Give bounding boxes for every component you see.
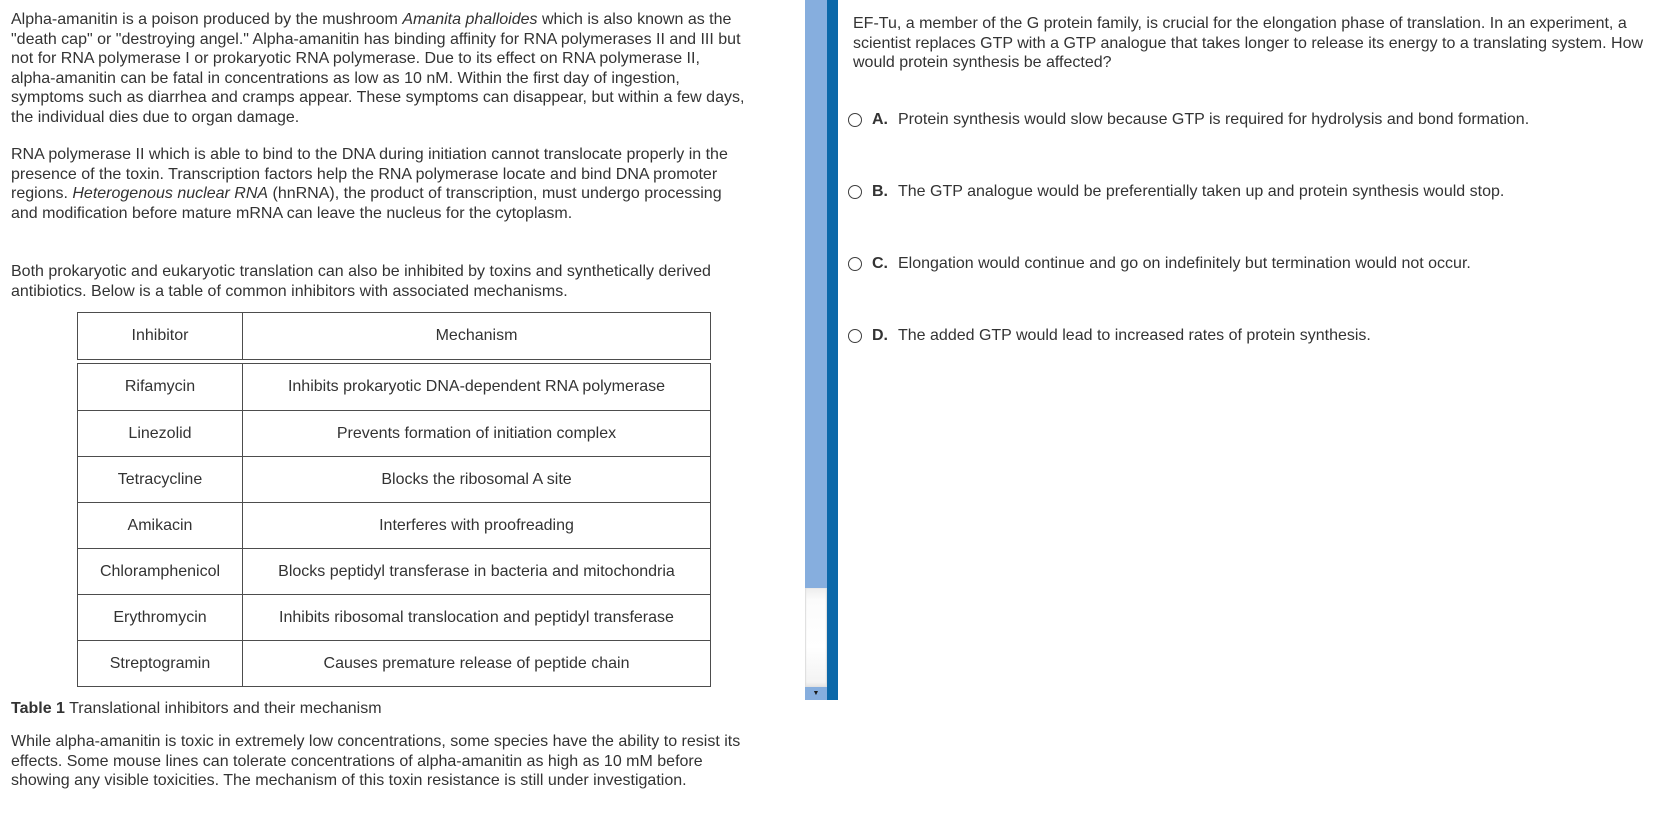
- answer-option-c[interactable]: [848, 254, 1471, 274]
- option-letter-c: C.: [872, 255, 888, 273]
- answer-option-d[interactable]: [848, 326, 1371, 346]
- passage-paragraph-3: Both prokaryotic and eukaryotic translation can also be inhibited by toxins and synthetically derived antibiotics. Below is a table of common inhibitors with associated mechanisms.: [11, 263, 711, 300]
- mechanism-cell: Inhibits ribosomal translocation and peptidyl transferase: [243, 594, 710, 640]
- inhibitor-cell: Linezolid: [78, 410, 243, 456]
- table-header-mechanism: Mechanism: [435, 327, 518, 345]
- inhibitor-table: [77, 312, 711, 687]
- inhibitor-cell: Tetracycline: [78, 456, 243, 502]
- table-row: [78, 364, 710, 410]
- inhibitor-cell: Rifamycin: [78, 364, 243, 410]
- inhibitor-cell: Amikacin: [78, 502, 243, 548]
- table-row: [78, 502, 710, 548]
- mechanism-cell: Inhibits prokaryotic DNA-dependent RNA polymerase: [287, 378, 666, 396]
- mechanism-cell: Blocks the ribosomal A site: [243, 456, 710, 502]
- inhibitor-cell: Streptogramin: [78, 640, 243, 686]
- table-row: [78, 640, 710, 686]
- table-header-inhibitor: Inhibitor: [78, 313, 243, 359]
- passage-paragraph-4: While alpha-amanitin is toxic in extremely low concentrations, some species have the ability to resist its effects. Some mouse lines can tolerate concentrations of alpha-amanitin as high as 10 mM before showing any visible toxicities. The mechanism of this toxin resistance is still under investigation.: [11, 733, 741, 789]
- scroll-down-arrow-icon: ▼: [812, 690, 820, 697]
- passage-scrollbar[interactable]: [805, 0, 827, 700]
- table-caption: [11, 699, 748, 719]
- option-text-d: The added GTP would lead to increased rates of protein synthesis.: [898, 327, 1371, 345]
- mechanism-cell: Prevents formation of initiation complex: [243, 410, 710, 456]
- table-header-row: [78, 313, 710, 359]
- passage-paragraph-2: [11, 145, 748, 223]
- hnrna-term-italic: Heterogenous nuclear RNA: [72, 185, 269, 202]
- paragraph-2-text-start: RNA polymerase II which is able to bind to the DNA during initiation cannot translocate properly in the presence of the toxin. Transcription factors help the RNA polymerase locate and bind DNA promoter regions.: [11, 146, 728, 202]
- pane-divider: [827, 0, 838, 700]
- mechanism-cell: Blocks peptidyl transferase in bacteria and mitochondria: [243, 548, 710, 594]
- species-name-italic: Amanita phalloides: [402, 11, 538, 28]
- answer-option-b[interactable]: [848, 182, 1504, 202]
- paragraph-2-text-end: (hnRNA), the product of transcription, must undergo processing and modification before mature mRNA can leave the nucleus for the cytoplasm.: [11, 185, 722, 222]
- radio-button-a[interactable]: [848, 113, 862, 127]
- table-row: [78, 594, 710, 640]
- inhibitor-table-body: [77, 363, 711, 687]
- table-caption-label: Table 1: [11, 700, 65, 717]
- option-text-a: Protein synthesis would slow because GTP is required for hydrolysis and bond formation.: [898, 111, 1530, 129]
- paragraph-1-text-end: which is also known as the "death cap" or "destroying angel." Alpha-amanitin has binding affinity for RNA polymerases II and III but not for RNA polymerase I or prokaryotic RNA polymerase. Due to its effect on RNA polymerase II, alpha-amanitin can be fatal in concentrations as low as 10 nM. Within the first day of ingestion, symptoms such as diarrhea and cramps appear. These symptoms can disappear, but within a few days, the individual dies due to organ damage.: [11, 11, 745, 126]
- paragraph-1-text-start: Alpha-amanitin is a poison produced by the mushroom: [11, 11, 403, 28]
- scrollbar-thumb[interactable]: [805, 0, 827, 588]
- option-letter-b: B.: [872, 183, 888, 201]
- option-letter-a: A.: [872, 111, 888, 129]
- mechanism-cell: Interferes with proofreading: [243, 502, 710, 548]
- option-text-c: Elongation would continue and go on indefinitely but termination would not occur.: [898, 255, 1471, 273]
- inhibitor-cell: Erythromycin: [78, 594, 243, 640]
- inhibitor-cell: Chloramphenicol: [78, 548, 243, 594]
- question-stem: EF-Tu, a member of the G protein family, is crucial for the elongation phase of translation. In an experiment, a scientist replaces GTP with a GTP analogue that takes longer to release its energy to a translating system. How would protein synthesis be affected?: [853, 15, 1644, 71]
- radio-button-b[interactable]: [848, 185, 862, 199]
- option-text-b: The GTP analogue would be preferentially taken up and protein synthesis would stop.: [898, 183, 1505, 201]
- scroll-down-button[interactable]: [805, 687, 827, 700]
- answer-option-a[interactable]: [848, 110, 1529, 130]
- table-row: [78, 410, 710, 456]
- mechanism-cell: Causes premature release of peptide chain: [243, 640, 710, 686]
- radio-button-c[interactable]: [848, 257, 862, 271]
- table-row: [78, 548, 710, 594]
- scrollbar-track[interactable]: [805, 588, 827, 687]
- table-caption-text: Translational inhibitors and their mechanism: [64, 700, 382, 717]
- inhibitor-table-header: [77, 312, 711, 360]
- option-letter-d: D.: [872, 327, 888, 345]
- table-row: [78, 456, 710, 502]
- passage-paragraph-1: [11, 10, 748, 127]
- radio-button-d[interactable]: [848, 329, 862, 343]
